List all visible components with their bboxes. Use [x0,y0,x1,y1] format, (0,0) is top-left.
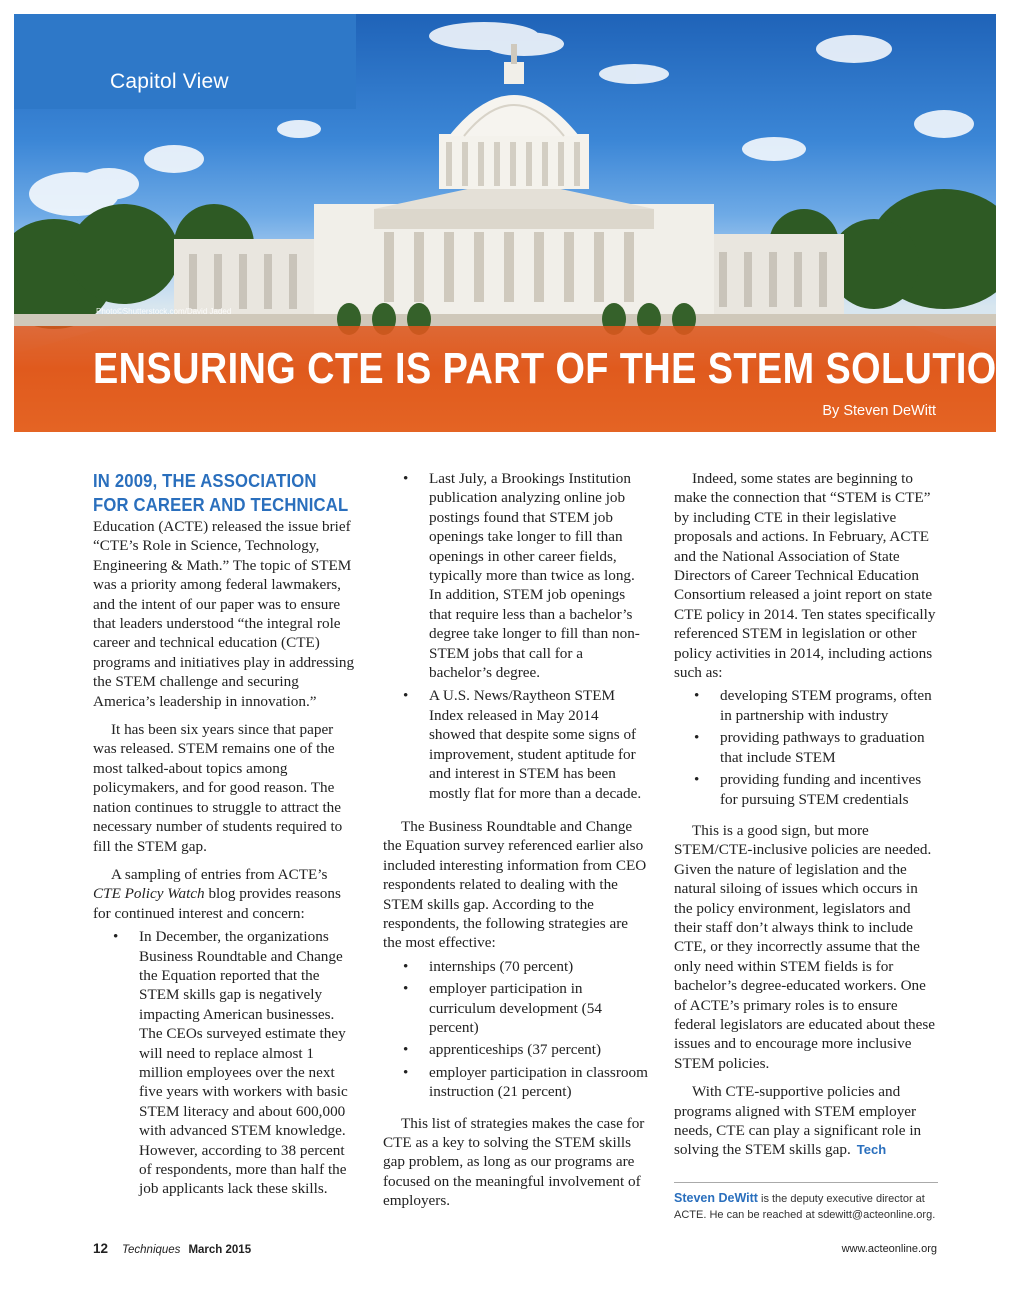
paragraph-strategies-case: This list of strategies makes the case for CTE as a key to solving the STEM skills gap problem, as long as our programs are focused on the meaningful involvement of employers. [383,1114,645,1210]
paragraph-survey: The Business Roundtable and Change the Equation survey referenced earlier also included interesting information from CEO respondents related to dealing with the STEM skills gap. According to the respondents, the following strategies are the most effective: [383,817,647,952]
column-1 [93,469,355,1203]
sampling-text-after: blog provides reasons for continued interest and concern: [93,885,341,922]
bio-name: Steven DeWitt [674,1191,758,1205]
bio-divider [674,1182,938,1183]
bio-text: is the deputy executive director at ACTE. He can be reached at sdewitt@acteonline.org. [674,1193,936,1221]
list-item: • employer participation in curriculum development (54 percent) [383,979,648,1037]
paragraph-conclusion [674,1082,938,1160]
list-item: • Last July, a Brookings Institution publication analyzing online job postings found that STEM job openings take longer to fill than openings in other career fields, typically more than twice as long. In addition, STEM job openings that require less than a bachelor’s degree take longer to fill than non-STEM jobs that call for a bachelor’s degree. [383,469,648,682]
magazine-name: Techniques [122,1244,181,1256]
page-footer [93,1241,251,1256]
website-link[interactable]: www.acteonline.org [841,1243,937,1255]
sampling-text-before: A sampling of entries from ACTE’s [111,865,328,883]
concern-list-continued [383,469,648,803]
strategy-list [383,957,648,1102]
article-byline: By Steven DeWitt [822,403,936,419]
conclusion-text: With CTE-supportive policies and programs aligned with STEM employer needs, CTE can play a significant role in solving the STEM skills gap. [674,1083,922,1159]
paragraph-intro: Education (ACTE) released the issue brief “CTE’s Role in Science, Technology, Engineering & Math.” The topic of STEM was a priority among federal lawmakers, and the intent of our paper was to ensure that leaders understood “the integral role career and technical education (CTE) programs and initiatives play in addressing the STEM challenge and securing America’s leadership in innovation.” [93,518,355,710]
lead-in: IN 2009, THE ASSOCIATION FOR CAREER AND TECHNICAL [93,470,349,515]
end-mark: Tech [856,1142,887,1158]
concern-list [93,927,355,1199]
article-headline: ENSURING CTE IS PART OF THE STEM SOLUTION [93,344,1024,393]
paragraph-sampling [93,865,355,923]
state-actions-list [674,686,938,808]
paragraph-good-sign: This is a good sign, but more STEM/CTE-inclusive policies are needed. Given the nature of legislation and the natural siloing of issues which occurs in the policy environment, legislators and their staff don’t always think to include CTE, or they incorrectly assume that the only need within STEM fields is for bachelor’s degree-educated workers. One of ACTE’s primary roles is to ensure federal legislators are educated about these issues and to encourage more inclusive STEM policies. [674,821,936,1072]
column-3 [674,469,938,1160]
paragraph-states: Indeed, some states are beginning to make the connection that “STEM is CTE” by including CTE in their legislative proposals and actions. In February, ACTE and the National Association of State Directors of Career Technical Education Consortium released a joint report on state CTE policy in 2014. Ten states specifically referenced STEM in legislation or other policy activities in 2014, including actions such as: [674,470,936,682]
blog-title: CTE Policy Watch [93,885,205,903]
section-tab [14,14,356,109]
page-number: 12 [93,1241,109,1256]
list-item: • developing STEM programs, often in partnership with industry [674,686,938,725]
list-item: • providing funding and incentives for pursuing STEM credentials [674,770,938,809]
column-2 [383,469,648,1211]
list-item: • employer participation in classroom instruction (21 percent) [383,1063,648,1102]
paragraph-six-years: It has been six years since that paper was released. STEM remains one of the most talked-about topics among policymakers, and for good reason. The nation continues to struggle to attract the necessary number of students required to fill the STEM gap. [93,721,343,855]
photo-credit: Photo©Shutterstock.com/David Jaded [96,307,232,316]
list-item: • In December, the organizations Business Roundtable and Change the Equation reported that the STEM skills gap is negatively impacting American businesses. The CEOs surveyed estimate they will need to replace almost 1 million employees over the next five years with workers with basic STEM literacy and about 600,000 with advanced STEM knowledge. However, according to 38 percent of respondents, more than half the job applicants lack these skills. [93,927,355,1199]
section-label: Capitol View [110,70,229,93]
author-bio [674,1190,944,1223]
list-item: • A U.S. News/Raytheon STEM Index released in May 2014 showed that despite some signs of improvement, student aptitude for and interest in STEM has been mostly flat for more than a decade. [383,686,648,802]
list-item: • internships (70 percent) [383,957,648,976]
issue-date: March 2015 [188,1244,252,1256]
list-item: • providing pathways to graduation that include STEM [674,728,938,767]
list-item: • apprenticeships (37 percent) [383,1040,648,1059]
